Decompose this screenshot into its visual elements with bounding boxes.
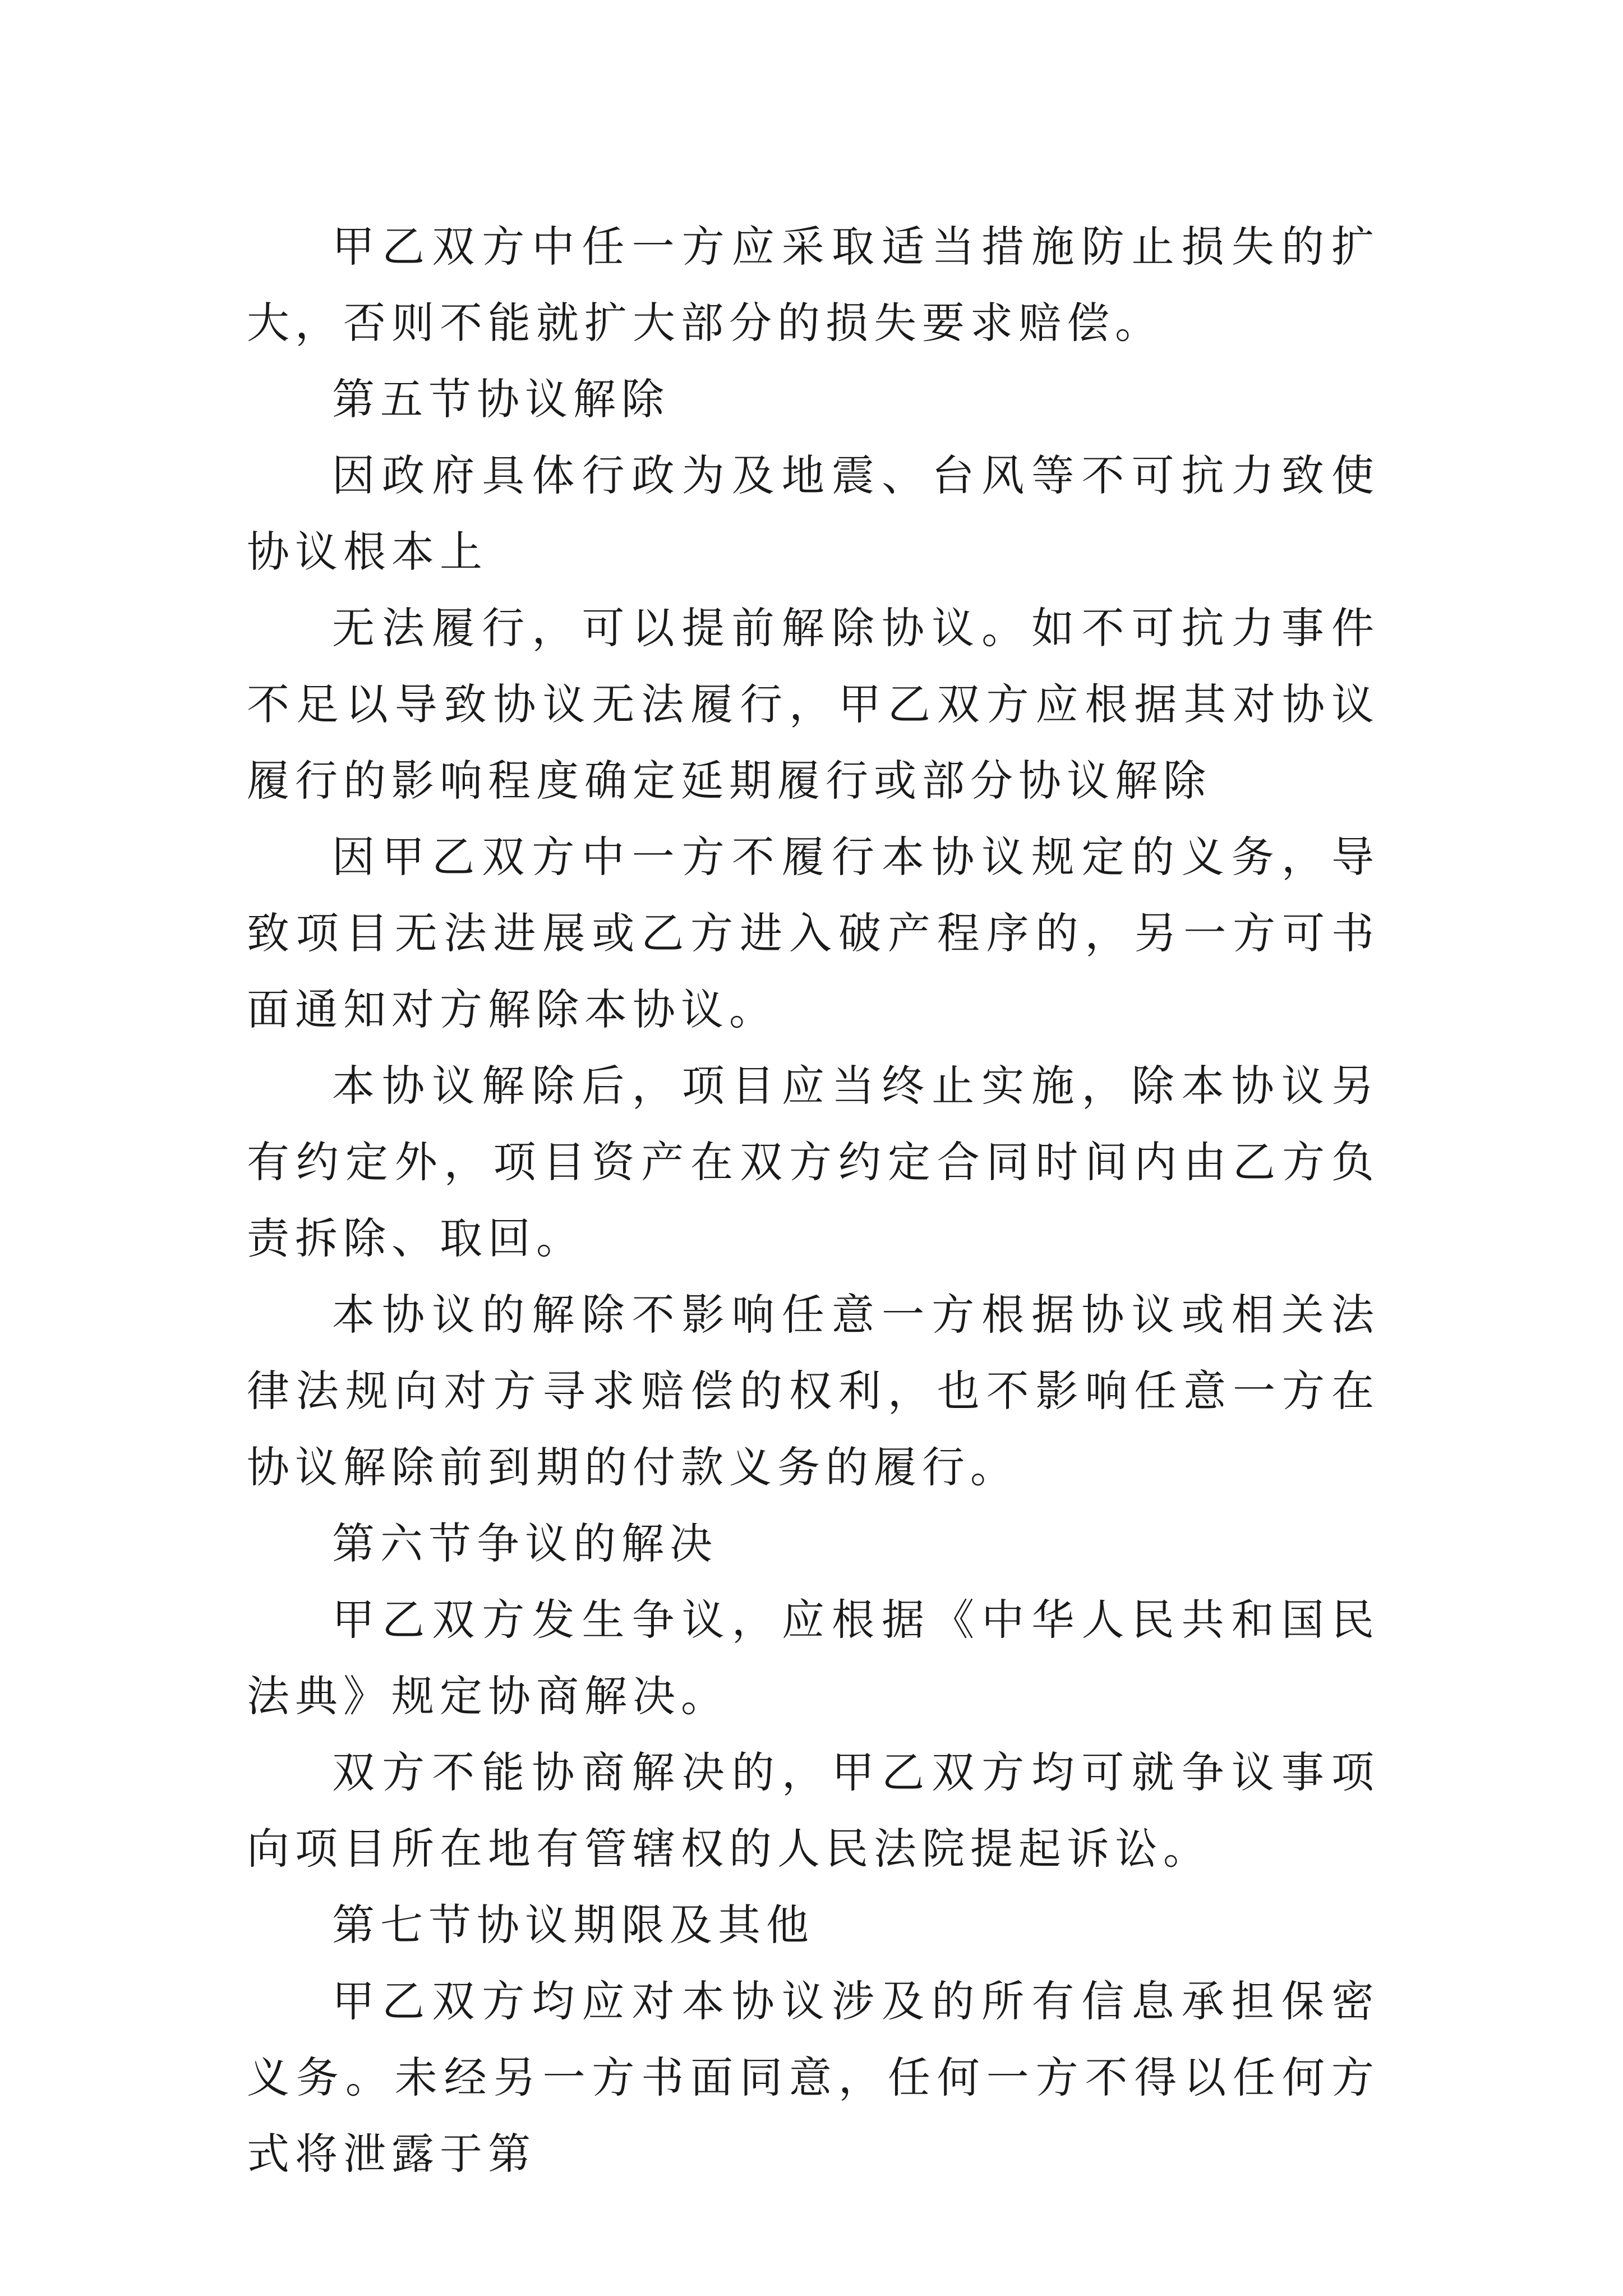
paragraph-force-majeure: 因政府具体行政为及地震、台风等不可抗力致使协议根本上 [247, 450, 1380, 577]
section-heading-termination: 第五节协议解除 [332, 374, 670, 424]
section-heading-disputes: 第六节争议的解决 [332, 1519, 718, 1568]
document-body [247, 209, 1380, 2192]
paragraph-post-termination: 本协议解除后，项目应当终止实施，除本协议另有约定外，项目资产在双方约定合同时间内由乙方负责拆除、取回。 [247, 1061, 1380, 1263]
paragraph-confidentiality: 甲乙双方均应对本协议涉及的所有信息承担保密义务。未经另一方书面同意，任何一方不得以任何方式将泄露于第 [247, 1976, 1380, 2179]
paragraph-early-termination: 无法履行，可以提前解除协议。如不可抗力事件不足以导致协议无法履行，甲乙双方应根据其对协议履行的影响程度确定延期履行或部分协议解除 [247, 603, 1380, 806]
paragraph-litigation: 双方不能协商解决的，甲乙双方均可就争议事项向项目所在地有管辖权的人民法院提起诉讼。 [247, 1747, 1380, 1874]
paragraph-breach-termination: 因甲乙双方中一方不履行本协议规定的义务，导致项目无法进展或乙方进入破产程序的，另一方可书面通知对方解除本协议。 [247, 832, 1380, 1034]
paragraph-compensation-rights: 本协议的解除不影响任意一方根据协议或相关法律法规向对方寻求赔偿的权利，也不影响任意一方在协议解除前到期的付款义务的履行。 [247, 1290, 1380, 1492]
paragraph-dispute-negotiation: 甲乙双方发生争议，应根据《中华人民共和国民法典》规定协商解决。 [247, 1595, 1380, 1721]
section-heading-term-other: 第七节协议期限及其他 [332, 1900, 814, 1950]
paragraph-loss-mitigation: 甲乙双方中任一方应采取适当措施防止损失的扩大，否则不能就扩大部分的损失要求赔偿。 [247, 222, 1380, 348]
